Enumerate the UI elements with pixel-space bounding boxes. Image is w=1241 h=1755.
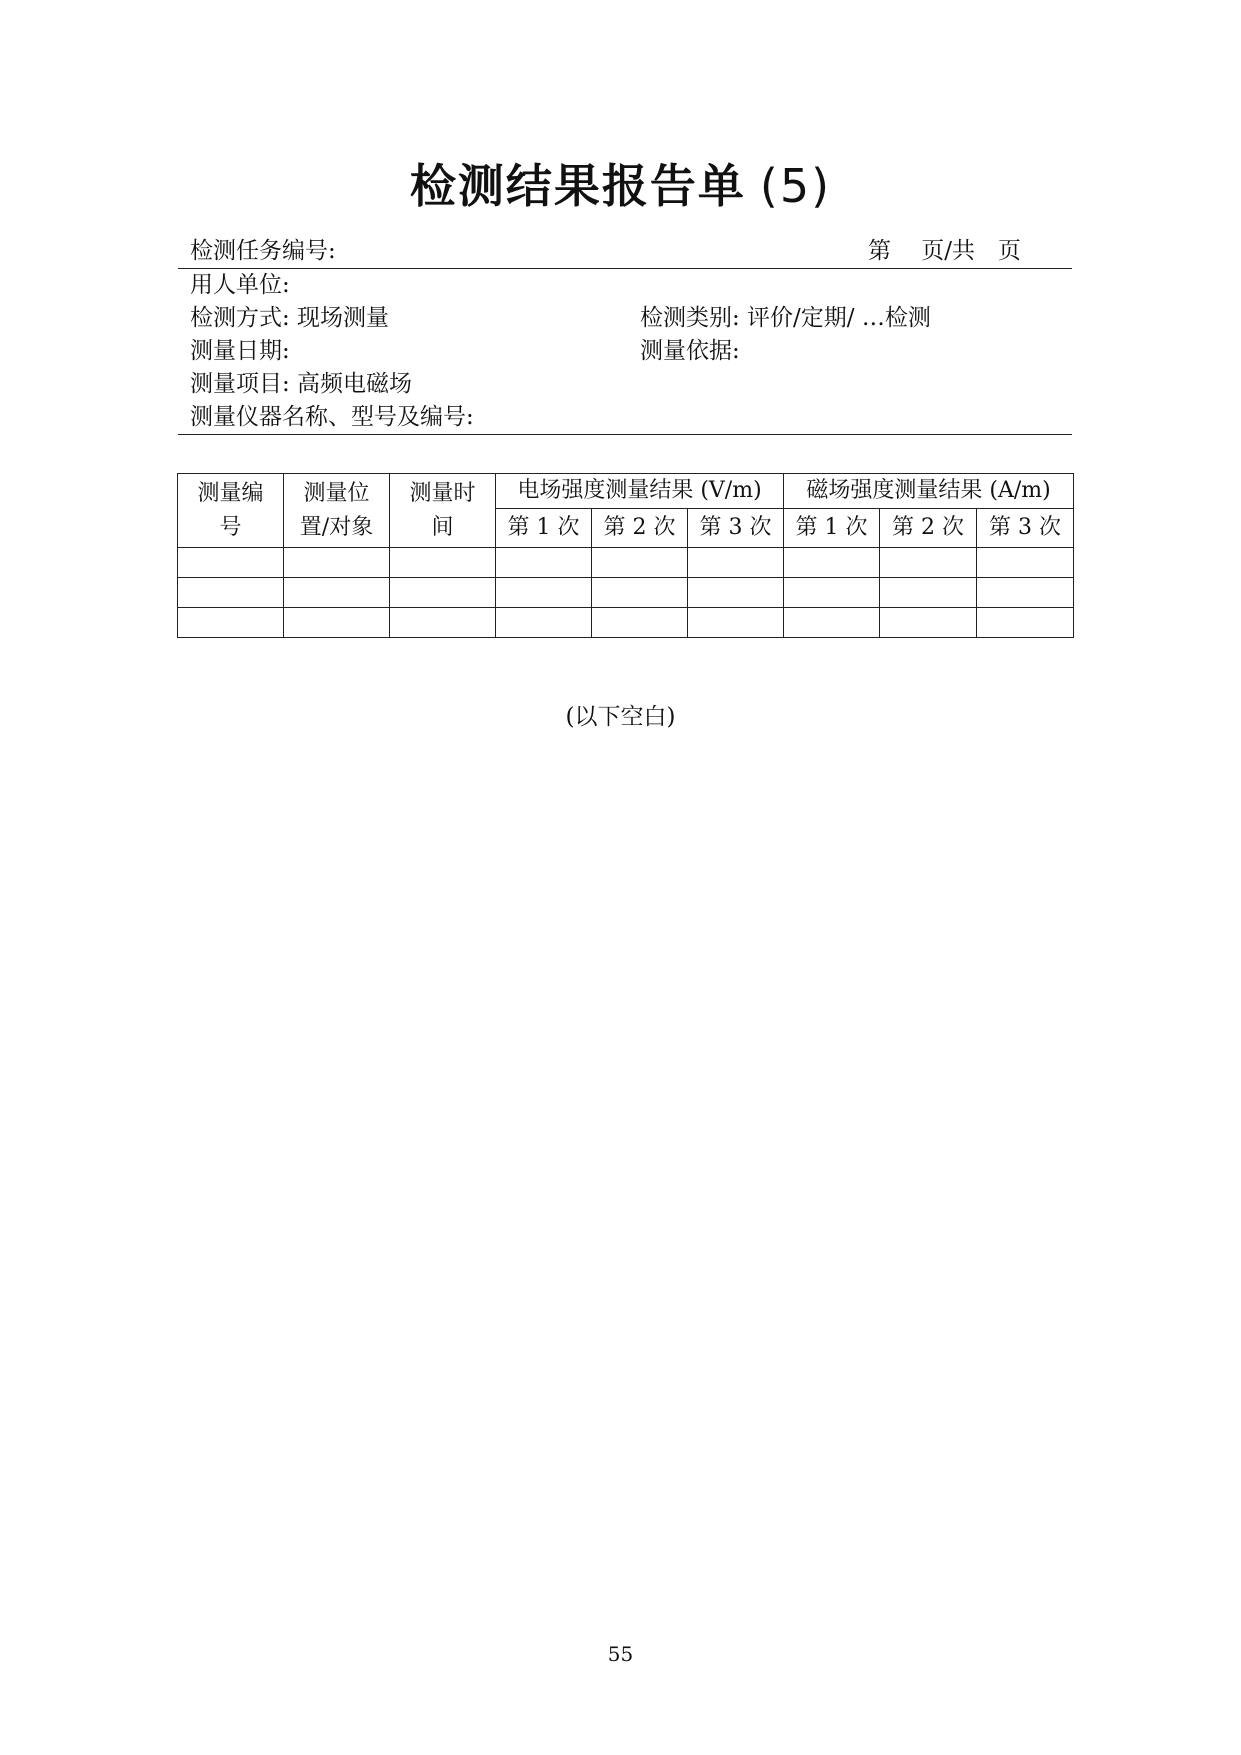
blank-below-note: (以下空白) xyxy=(565,704,676,730)
table-cell xyxy=(178,608,284,638)
table-cell xyxy=(178,578,284,608)
table-cell xyxy=(784,578,880,608)
table-cell xyxy=(496,548,592,578)
report-title-number: (5) xyxy=(759,159,832,213)
page-count-label: 第 页/共 页 xyxy=(868,238,1022,264)
table-cell xyxy=(390,578,496,608)
header-rule-top xyxy=(178,268,1072,269)
instrument-label: 测量仪器名称、型号及编号: xyxy=(190,404,474,430)
report-title xyxy=(0,150,1241,216)
table-cell xyxy=(390,548,496,578)
table-cell xyxy=(784,548,880,578)
table-row xyxy=(178,608,1074,638)
table-row xyxy=(178,578,1074,608)
header-magnetic-field-group: 磁场强度测量结果 (A/m) xyxy=(784,474,1074,509)
header-magnetic-trial-1: 第 1 次 xyxy=(784,509,880,548)
table-cell xyxy=(178,548,284,578)
header-rule-bottom xyxy=(178,434,1072,435)
header-electric-field-group: 电场强度测量结果 (V/m) xyxy=(496,474,784,509)
table-cell xyxy=(592,548,688,578)
header-magnetic-trial-2: 第 2 次 xyxy=(880,509,977,548)
table-header-row-1 xyxy=(178,474,1074,509)
table-cell xyxy=(592,608,688,638)
unit-label: 用人单位: xyxy=(190,272,290,298)
task-number-label: 检测任务编号: xyxy=(190,238,336,264)
results-table xyxy=(177,473,1074,638)
header-measure-location-line2: 置/对象 xyxy=(299,514,374,540)
table-cell xyxy=(284,548,390,578)
header-magnetic-trial-3: 第 3 次 xyxy=(977,509,1074,548)
date-label: 测量日期: xyxy=(190,338,290,364)
table-cell xyxy=(688,608,784,638)
table-row xyxy=(178,548,1074,578)
page-number: 55 xyxy=(607,1642,634,1666)
table-cell xyxy=(390,608,496,638)
table-cell xyxy=(688,548,784,578)
header-measure-location xyxy=(284,474,390,548)
table-cell xyxy=(284,578,390,608)
table-cell xyxy=(496,608,592,638)
table-cell xyxy=(977,578,1074,608)
header-measure-time-line1: 测量时 xyxy=(409,480,476,506)
table-cell xyxy=(880,548,977,578)
basis-label: 测量依据: xyxy=(640,338,740,364)
table-cell xyxy=(784,608,880,638)
item-label: 测量项目: 高频电磁场 xyxy=(190,371,413,397)
header-measure-number xyxy=(178,474,284,548)
header-electric-trial-1: 第 1 次 xyxy=(496,509,592,548)
table-cell xyxy=(880,608,977,638)
table-cell xyxy=(284,608,390,638)
header-electric-trial-2: 第 2 次 xyxy=(592,509,688,548)
header-measure-number-line2: 号 xyxy=(219,514,242,540)
report-title-main: 检测结果报告单 xyxy=(409,159,746,213)
header-measure-time-line2: 间 xyxy=(431,514,454,540)
category-label: 检测类别: 评价/定期/ …检测 xyxy=(640,305,931,331)
table-cell xyxy=(977,608,1074,638)
header-measure-time xyxy=(390,474,496,548)
method-label: 检测方式: 现场测量 xyxy=(190,305,390,331)
header-measure-number-line1: 测量编 xyxy=(197,480,264,506)
header-electric-trial-3: 第 3 次 xyxy=(688,509,784,548)
table-cell xyxy=(977,548,1074,578)
table-cell xyxy=(496,578,592,608)
table-cell xyxy=(880,578,977,608)
table-cell xyxy=(592,578,688,608)
table-cell xyxy=(688,578,784,608)
header-measure-location-line1: 测量位 xyxy=(303,480,370,506)
